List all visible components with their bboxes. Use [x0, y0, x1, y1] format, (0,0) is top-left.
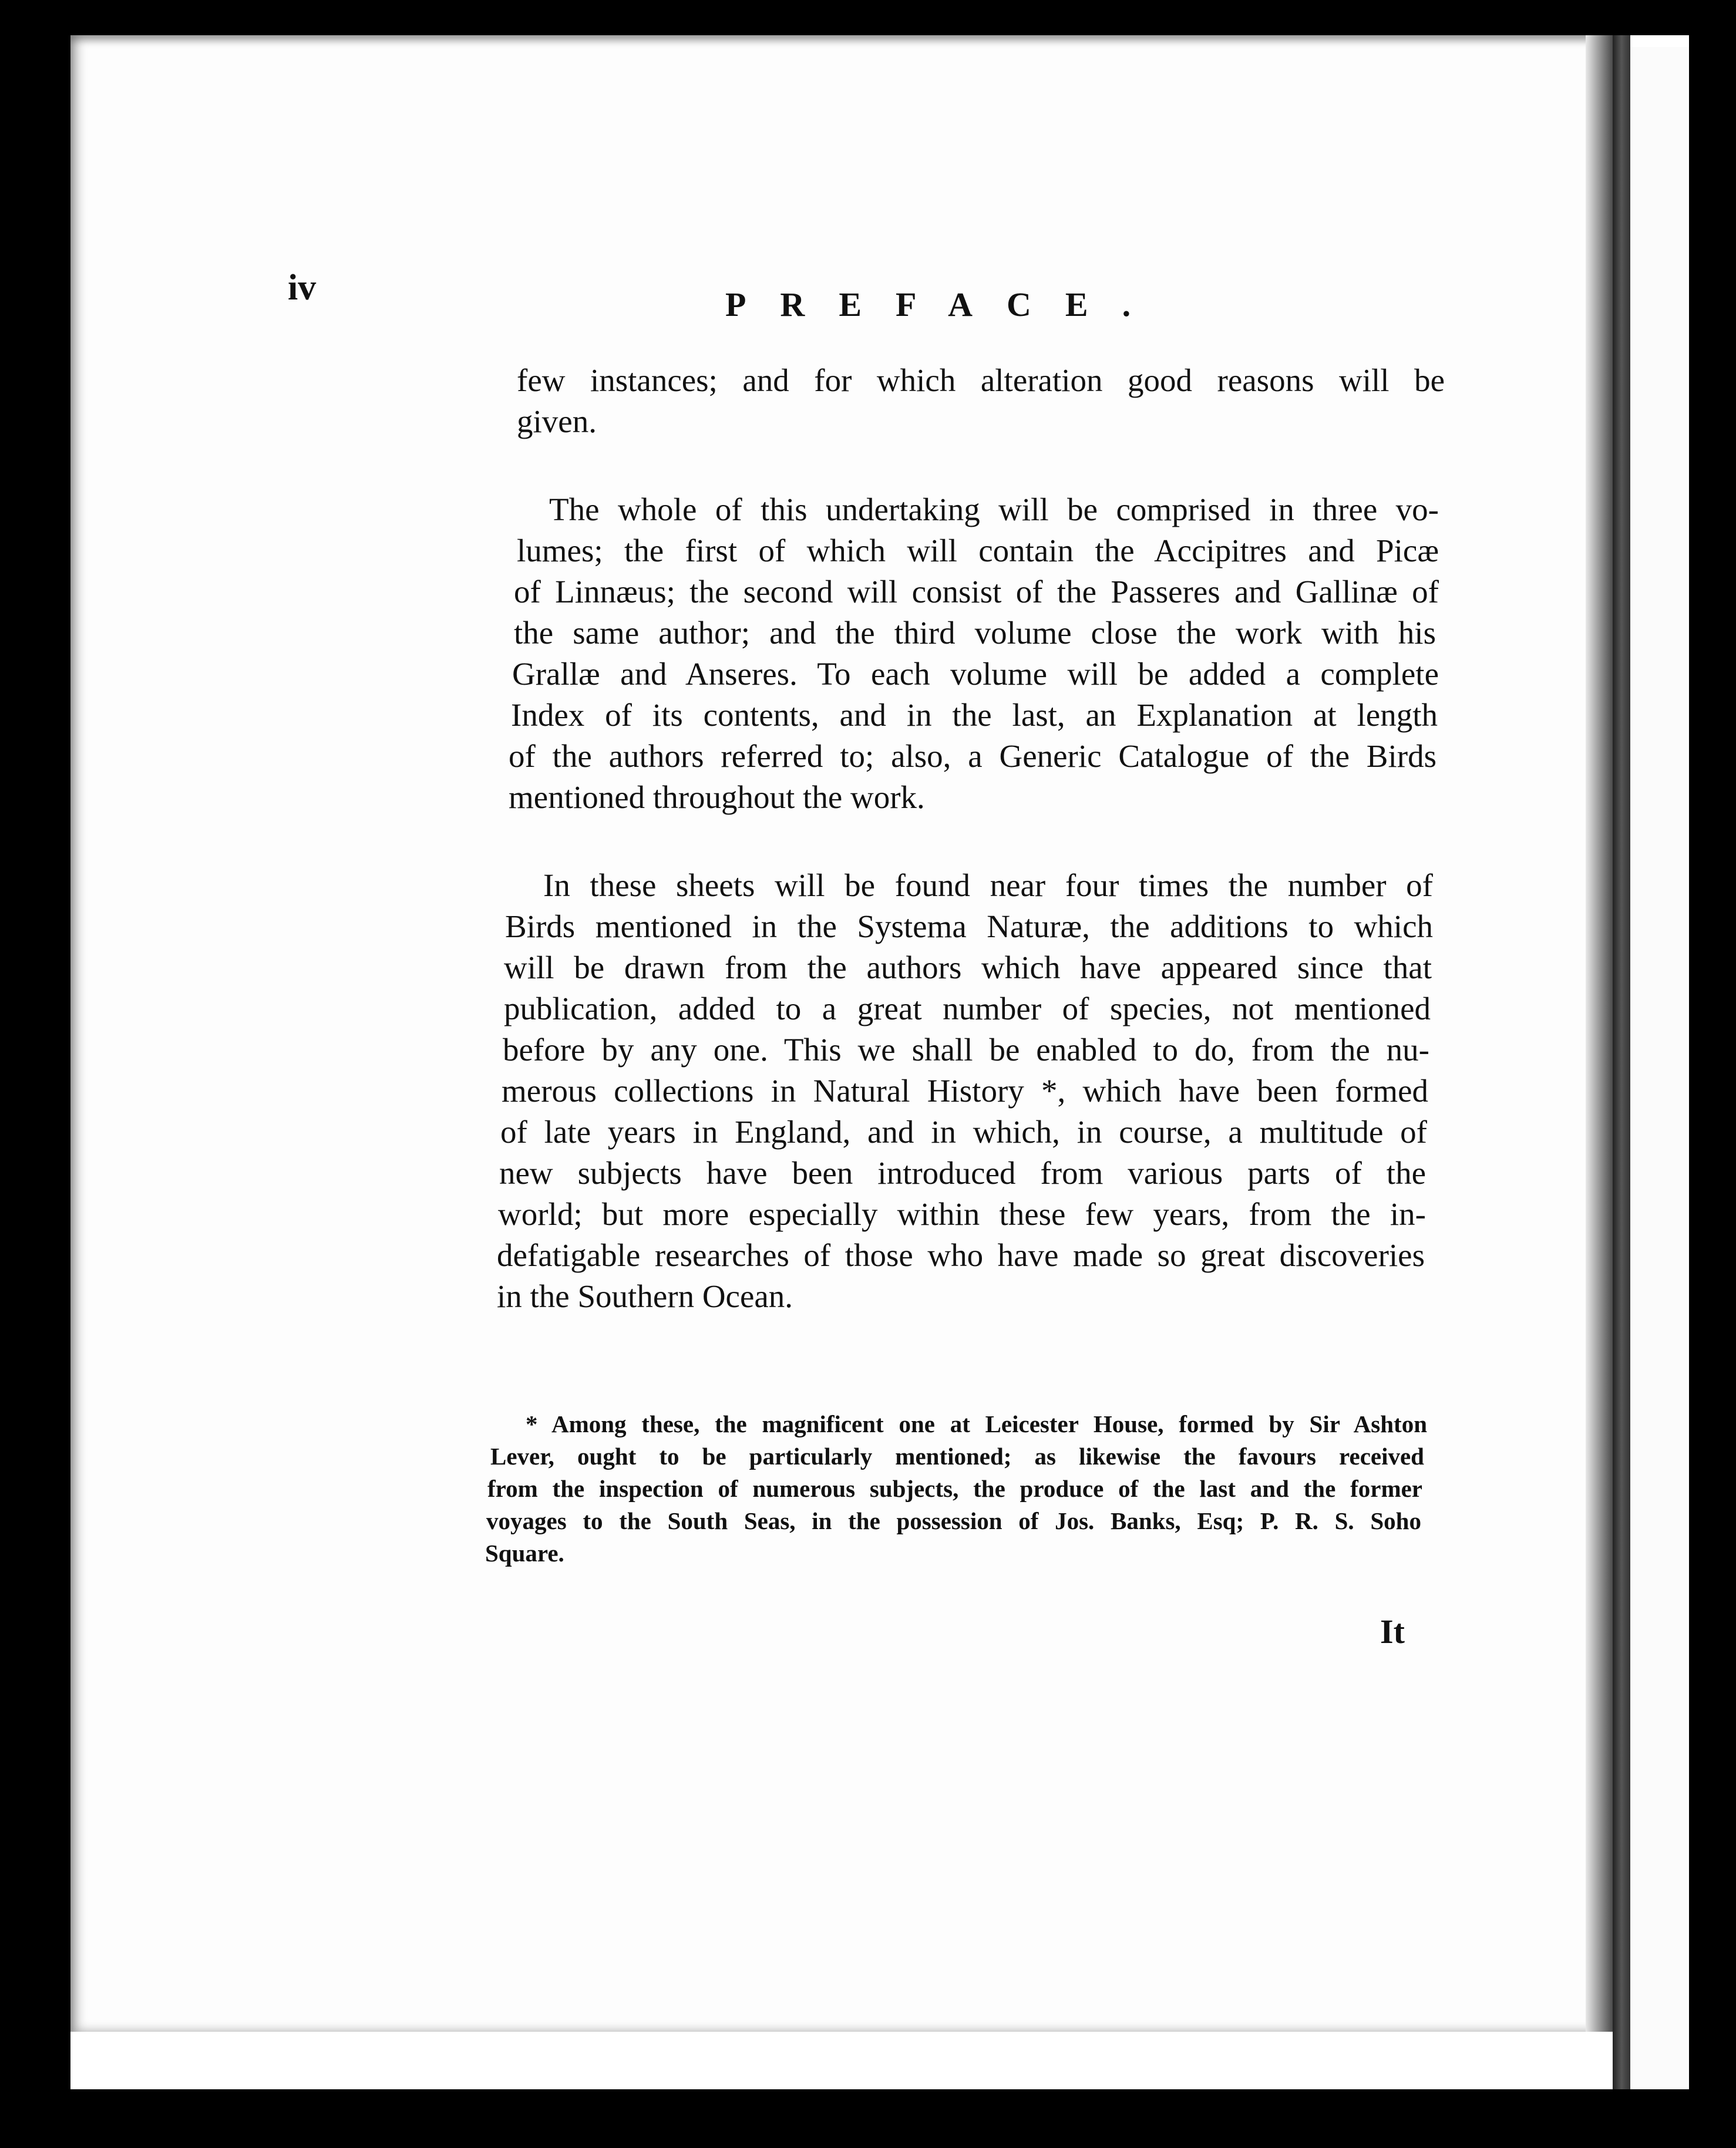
body-line: before by any one. This we shall be enabled to do, from the nu-	[503, 1032, 1429, 1068]
body-line: world; but more especially within these few years, from the in-	[498, 1196, 1426, 1232]
body-line: lumes; the first of which will contain the Accipitres and Picæ	[517, 533, 1439, 568]
body-line: few instances; and for which alteration good reasons will be	[517, 362, 1445, 398]
body-line: will be drawn from the authors which have appeared since that	[504, 950, 1432, 985]
page-number: iv	[288, 268, 317, 308]
body-line: The whole of this undertaking will be comprised in three vo-	[549, 491, 1439, 527]
footnote-line: voyages to the South Seas, in the possession of Jos. Banks, Esq; P. R. S. Soho	[486, 1507, 1421, 1534]
body-line: Grallæ and Anseres. To each volume will be added a complete	[512, 656, 1439, 692]
footnote-line: from the inspection of numerous subjects, the produce of the last and the former	[487, 1475, 1422, 1502]
body-line: Birds mentioned in the Systema Naturæ, the additions to which	[505, 908, 1433, 944]
body-line: merous collections in Natural History *, which have been formed	[502, 1073, 1428, 1109]
body-line: publication, added to a great number of species, not mentioned	[504, 991, 1431, 1026]
body-line: In these sheets will be found near four times the number of	[543, 867, 1433, 903]
book-gutter	[1613, 35, 1630, 2089]
body-line: in the Southern Ocean.	[497, 1278, 793, 1314]
body-line: the same author; and the third volume close the work with his	[514, 615, 1436, 651]
body-line: mentioned throughout the work.	[509, 779, 925, 815]
body-line: Index of its contents, and in the last, an Explanation at length	[511, 697, 1438, 733]
footnote-line: Lever, ought to be particularly mentioned; as likewise the favours received	[490, 1443, 1424, 1470]
body-line: given.	[517, 403, 597, 439]
body-line: of the authors referred to; also, a Generic Catalogue of the Birds	[509, 738, 1436, 774]
footnote-line: * Among these, the magnificent one at Leicester House, formed by Sir Ashton	[526, 1410, 1427, 1437]
facing-page-edge	[1630, 47, 1689, 2089]
scan-frame-left	[0, 0, 70, 2148]
scan-frame-right	[1689, 0, 1736, 2148]
catchword: It	[1380, 1612, 1405, 1651]
page-edge-shadow	[1586, 35, 1613, 2032]
scan-frame-top	[0, 0, 1736, 35]
footnote-line: Square.	[485, 1540, 564, 1567]
body-line: new subjects have been introduced from various parts of the	[499, 1155, 1426, 1191]
body-line: of Linnæus; the second will consist of the Passeres and Gallinæ of	[514, 574, 1439, 610]
body-line: of late years in England, and in which, in course, a multitude of	[500, 1114, 1427, 1150]
running-head: PREFACE.	[725, 285, 1165, 324]
scan-frame-bottom	[0, 2089, 1736, 2148]
body-line: defatigable researches of those who have made so great discoveries	[497, 1237, 1425, 1273]
